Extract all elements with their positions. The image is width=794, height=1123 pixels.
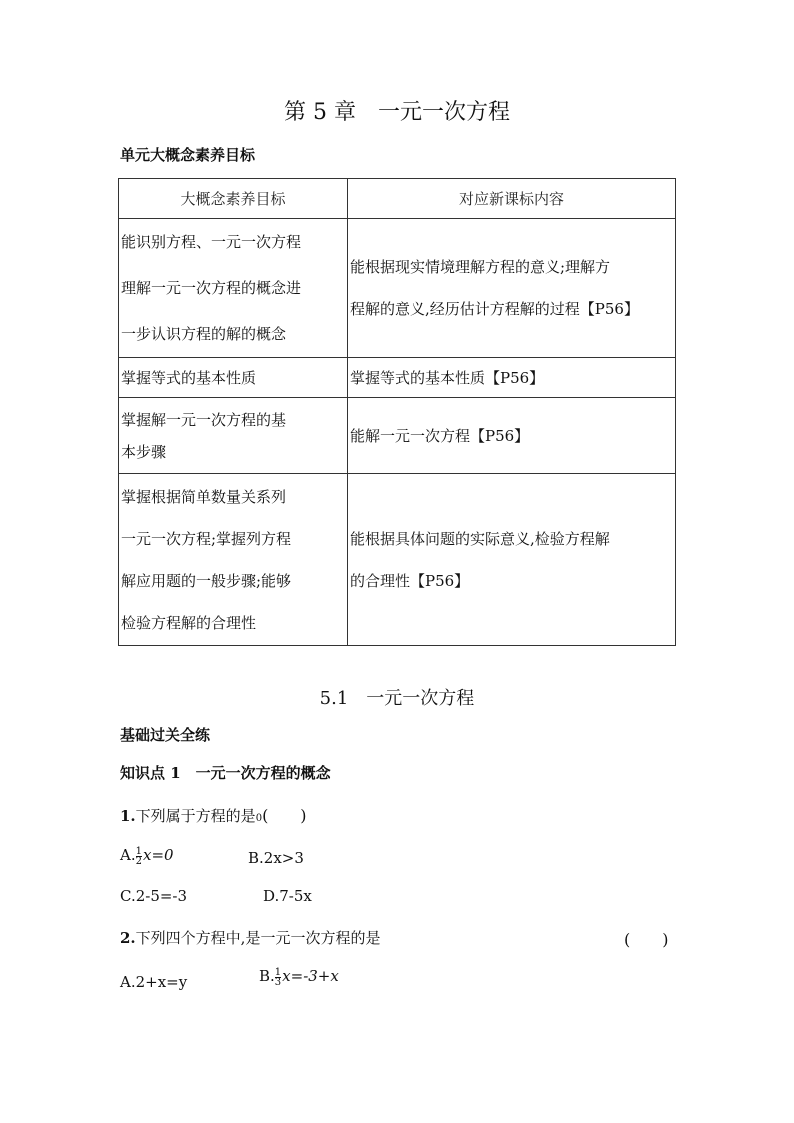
question-2 <box>120 927 380 948</box>
q2-option-b: B. $\frac{1}{3}$ x=-3+x <box>259 966 339 988</box>
table-row <box>119 398 676 474</box>
practice-heading: 基础过关全练 <box>120 726 211 744</box>
table-header-content: 对应新课标内容 <box>348 179 676 219</box>
source-mark: 0 <box>255 813 263 824</box>
q1-option-c: C.2-5=-3 <box>120 887 188 905</box>
table-row <box>119 219 676 358</box>
question-text: 下列四个方程中,是一元一次方程的是 <box>135 929 381 947</box>
content-cell: 能解一元一次方程【P56】 <box>348 398 676 474</box>
table-row <box>119 474 676 646</box>
goal-cell: 掌握等式的基本性质 <box>119 358 348 398</box>
question-number: 2. <box>120 929 136 947</box>
goal-cell: 掌握解一元一次方程的基 本步骤 <box>119 398 348 474</box>
q1-option-d: D.7-5x <box>263 887 312 905</box>
goal-cell: 能识别方程、一元一次方程 理解一元一次方程的概念进 一步认识方程的解的概念 <box>119 219 348 358</box>
content-cell: 能根据现实情境理解方程的意义;理解方 程解的意义,经历估计方程解的过程【P56】 <box>348 219 676 358</box>
answer-paren: ( ) <box>262 806 307 825</box>
knowledge-heading: 知识点 1 一元一次方程的概念 <box>120 764 331 782</box>
content-cell: 能根据具体问题的实际意义,检验方程解 的合理性【P56】 <box>348 474 676 646</box>
table-header-row <box>119 179 676 219</box>
answer-paren: ( ) <box>624 930 669 949</box>
fraction: $\frac{1}{2}$ <box>135 845 142 867</box>
goals-heading: 单元大概念素养目标 <box>120 146 256 164</box>
table-row <box>119 358 676 398</box>
content-cell: 掌握等式的基本性质【P56】 <box>348 358 676 398</box>
question-number: 1. <box>120 807 136 825</box>
q1-option-b: B.2x>3 <box>248 849 304 867</box>
section-title: 5.1 一元一次方程 <box>319 688 475 709</box>
q1-option-a: A. $\frac{1}{2}$ x=0 <box>120 845 174 867</box>
fraction: $\frac{1}{3}$ <box>274 966 282 988</box>
q2-option-a: A.2+x=y <box>120 973 188 991</box>
goals-table <box>118 178 676 646</box>
question-text: 下列属于方程的是 <box>135 807 256 825</box>
table-header-goal: 大概念素养目标 <box>119 179 348 219</box>
goal-cell: 掌握根据简单数量关系列 一元一次方程;掌握列方程 解应用题的一般步骤;能够 检验方程解的合理性 <box>119 474 348 646</box>
chapter-title: 第 5 章 一元一次方程 <box>284 100 510 125</box>
question-1 <box>120 803 307 826</box>
